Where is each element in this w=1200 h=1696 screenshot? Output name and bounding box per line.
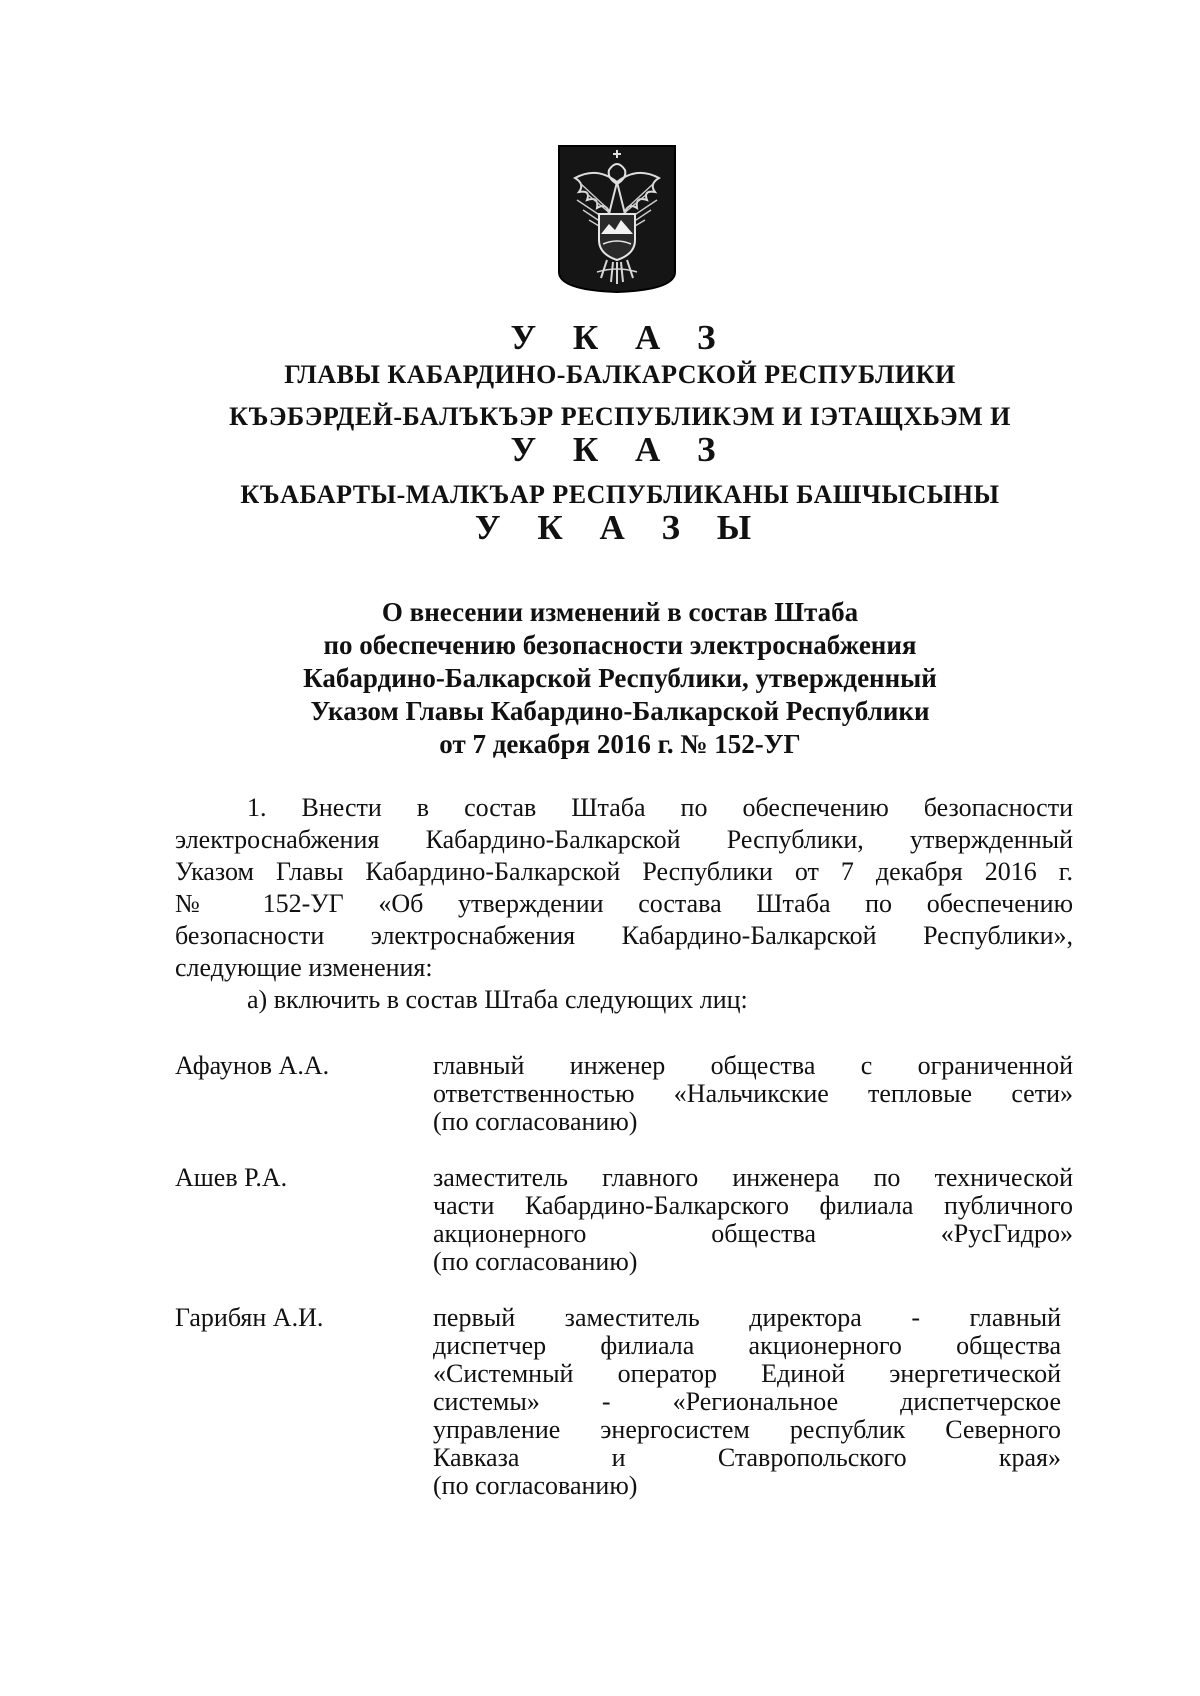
person-name: Ашев Р.А. [175,1163,288,1192]
person-description [433,1164,1073,1276]
person-line: Кавказа и Ставропольского края» [433,1444,1061,1472]
subject-line: Указом Главы Кабардино-Балкарской Республики [310,696,930,726]
header-title-ukaz-kabardian: У К А З [510,430,730,469]
person-line: диспетчер филиала акционерного общества [433,1332,1061,1360]
subject-line: О внесении изменений в состав Штаба [381,597,859,627]
body-line: № 152-УГ «Об утверждении состава Штаба по обеспечению [175,889,1073,918]
person-line: (по согласованию) [433,1471,638,1500]
header-title-ukazy-balkar: У К А З Ы [474,508,766,547]
subject-line: Кабардино-Балкарской Республики, утвержденный [303,663,937,693]
decree-body [175,792,1073,1016]
body-line: безопасности электроснабжения Кабардино-Балкарской Республики», [175,921,1073,950]
person-line: управление энергосистем республик Северного [433,1416,1061,1444]
person-name: Афаунов А.А. [175,1051,330,1080]
person-line: (по согласованию) [433,1247,638,1276]
person-line: «Системный оператор Единой энергетической [433,1360,1061,1388]
person-entry [175,1304,1073,1504]
subject-line: по обеспечению безопасности электроснабжения [323,630,917,660]
person-line: заместитель главного инженера по технической [433,1164,1073,1192]
person-line: системы» - «Региональное диспетчерское [433,1388,1061,1416]
person-line: акционерного общества «РусГидро» [433,1220,1073,1248]
subject-line: от 7 декабря 2016 г. № 152-УГ [439,729,801,759]
person-description [433,1304,1061,1500]
person-name: Гарибян А.И. [175,1303,324,1332]
person-line: части Кабардино-Балкарского филиала публичного [433,1192,1073,1220]
person-entry [175,1052,1073,1142]
person-entry [175,1164,1073,1282]
body-line: электроснабжения Кабардино-Балкарской Республики, утвержденный [175,825,1073,854]
body-line: Указом Главы Кабардино-Балкарской Республики от 7 декабря 2016 г. [175,857,1073,886]
header-org-kabardian: КЪЭБЭРДЕЙ-БАЛЪКЪЭР РЕСПУБЛИКЭМ И ІЭТАЩХЬЭМ И [229,402,1011,431]
header-org-russian: ГЛАВЫ КАБАРДИНО-БАЛКАРСКОЙ РЕСПУБЛИКИ [284,360,956,389]
person-description [433,1052,1073,1136]
item-a: а) включить в состав Штаба следующих лиц: [247,985,748,1014]
decree-subject [0,596,1200,761]
body-line: 1. Внести в состав Штаба по обеспечению безопасности [247,793,1073,822]
person-line: (по согласованию) [433,1107,638,1136]
header-title-ukaz: У К А З [510,318,730,357]
header-org-balkar: КЪАБАРТЫ-МАЛКЪАР РЕСПУБЛИКАНЫ БАШЧЫСЫНЫ [240,480,1000,509]
person-line: главный инженер общества с ограниченной [433,1052,1073,1080]
kbr-coat-of-arms-icon [557,144,677,294]
person-line: ответственностью «Нальчикские тепловые сети» [433,1080,1073,1108]
body-line: следующие изменения: [175,953,433,982]
person-line: первый заместитель директора - главный [433,1304,1061,1332]
